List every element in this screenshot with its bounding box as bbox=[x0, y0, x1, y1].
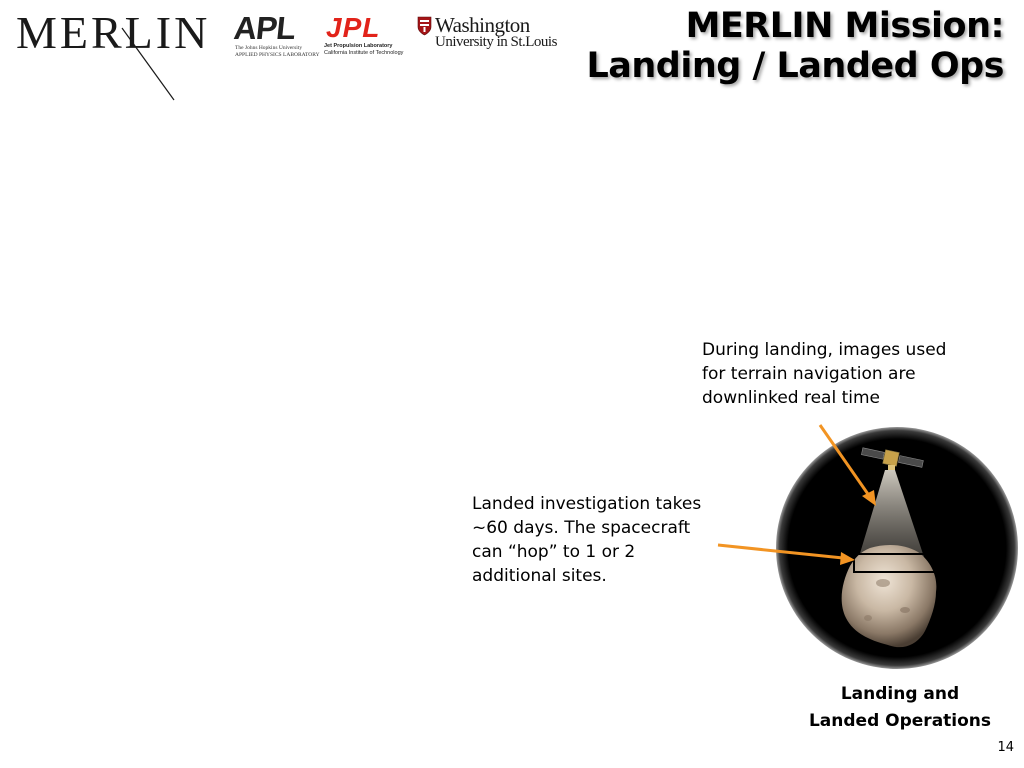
landing-callout: During landing, images used for terrain navigation are downlinked real time bbox=[702, 340, 947, 408]
apl-logo-line1: The Johns Hopkins University bbox=[235, 45, 303, 51]
asteroid-crater bbox=[864, 615, 872, 621]
landed-callout: Landed investigation takes ~60 days. The spacecraft can “hop” to 1 or 2 additional sites. bbox=[472, 494, 702, 586]
jpl-logo-line1: Jet Propulsion Laboratory bbox=[324, 43, 393, 49]
page-number: 14 bbox=[997, 740, 1014, 755]
wustl-logo-line2: University in St.Louis bbox=[435, 34, 557, 50]
merlin-logo-text: MERLIN bbox=[16, 7, 211, 58]
wustl-logo-line1: Washington bbox=[435, 13, 530, 37]
illustration-caption-line1: Landing and bbox=[840, 684, 960, 704]
slide-title-line2: Landing / Landed Ops bbox=[586, 46, 1004, 86]
asteroid-crater bbox=[900, 607, 910, 613]
jpl-logo-name: JPL bbox=[326, 12, 381, 43]
jpl-logo-line2: California Institute of Technology bbox=[324, 50, 404, 56]
slide-title-line1: MERLIN Mission: bbox=[685, 6, 1004, 46]
asteroid-crater bbox=[876, 579, 890, 587]
illustration-caption bbox=[800, 681, 1000, 735]
illustration-caption-line2: Landed Operations bbox=[808, 711, 992, 731]
apl-logo-name: APL bbox=[232, 10, 297, 46]
apl-logo-line2: APPLIED PHYSICS LABORATORY bbox=[235, 52, 320, 58]
